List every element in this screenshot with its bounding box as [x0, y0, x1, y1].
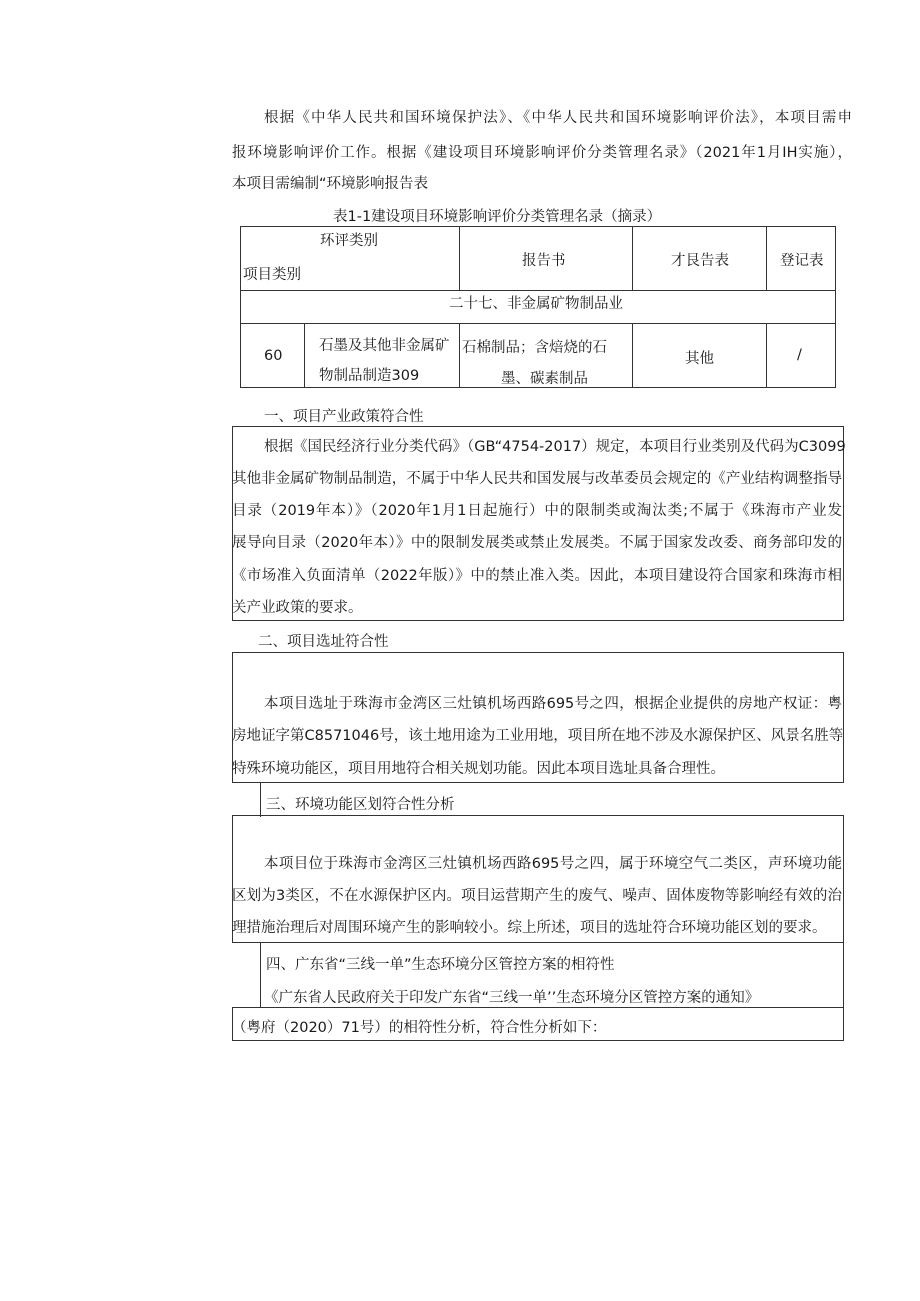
- section4-line-1: 《广东省人民政府关于印发广东省“三线一单’’生态环境分区管控方案的通知》: [264, 990, 760, 1006]
- header-register: 登记表: [780, 253, 824, 269]
- section3-title: 三、环境功能区划符合性分析: [266, 797, 455, 813]
- section4-line-2: （粤府（2020）71号）的相符性分析，符合性分析如下：: [232, 1020, 607, 1036]
- section3-line-3: 理措施治理后对周围环境产生的影响较小。综上所述，项目的选址符合环境功能区划的要求。: [232, 920, 827, 936]
- table-section-row: 二十七、非金属矿物制品业: [449, 296, 623, 312]
- header-category-top: 环评类别: [320, 233, 378, 249]
- header-category-bottom: 项目类别: [243, 267, 301, 283]
- row-form: 其他: [685, 351, 714, 367]
- row-item-line-1: 石墨及其他非金属矿: [319, 338, 450, 354]
- section1-line-4: 展导向目录（2020年本）》中的限制发展类或禁止发展类。不属于国家发改委、商务部印发的: [232, 535, 842, 551]
- section4-title: 四、广东省“三线一单”生态环境分区管控方案的相符性: [266, 957, 615, 973]
- row-number: 60: [264, 348, 283, 364]
- section1-line-2: 其他非金属矿物制品制造，不属于中华人民共和国发展与改革委员会规定的《产业结构调整指导: [232, 471, 842, 487]
- header-report: 报告书: [522, 253, 566, 269]
- section2-line-1: 本项目选址于珠海市金湾区三灶镇机场西路695号之四，根据企业提供的房地产权证：粤: [264, 696, 842, 712]
- section2-title: 二、项目选址符合性: [258, 634, 389, 650]
- intro-line-3: 本项目需编制“环境影响报告表: [232, 176, 429, 192]
- section1-line-1: 根据《国民经济行业分类代码》（GB“4754-2017）规定，本项目行业类别及代码为C3099: [264, 439, 846, 455]
- section3-line-2: 区划为3类区，不在水源保护区内。项目运营期产生的废气、噪声、固体废物等影响经有效的治: [232, 888, 842, 904]
- row-report-line-1: 石棉制品；含焙烧的石: [462, 340, 607, 356]
- row-item-line-2: 物制品制造309: [319, 368, 420, 384]
- section1-title: 一、项目产业政策符合性: [264, 409, 424, 425]
- row-report-line-2: 墨、碳素制品: [501, 371, 588, 387]
- row-register: /: [797, 347, 802, 363]
- intro-line-2: 报环境影响评价工作。根据《建设项目环境影响评价分类管理名录》（2021年1月IH实施），: [232, 145, 852, 161]
- section1-line-5: 《市场准入负面清单（2022年版）》中的禁止准入类。因此，本项目建设符合国家和珠海市相: [232, 568, 842, 584]
- section3-line-1: 本项目位于珠海市金湾区三灶镇机场西路695号之四，属于环境空气二类区，声环境功能: [264, 856, 842, 872]
- header-form: 才艮告表: [671, 253, 729, 269]
- table-caption: 表1-1建设项目环境影响评价分类管理名录（摘录）: [333, 209, 662, 225]
- section1-line-3: 目录（2019年本）》（2020年1月1日起施行）中的限制类或淘汰类;不属于《珠海市产业发: [232, 503, 842, 519]
- section1-line-6: 关产业政策的要求。: [232, 600, 363, 616]
- section2-line-2: 房地证字第C8571046号，该土地用途为工业用地，项目所在地不涉及水源保护区、风景名胜等: [232, 728, 844, 744]
- section2-line-3: 特殊环境功能区，项目用地符合相关规划功能。因此本项目选址具备合理性。: [232, 761, 725, 777]
- intro-line-1: 根据《中华人民共和国环境保护法》、《中华人民共和国环境影响评价法》，本项目需申: [264, 110, 852, 126]
